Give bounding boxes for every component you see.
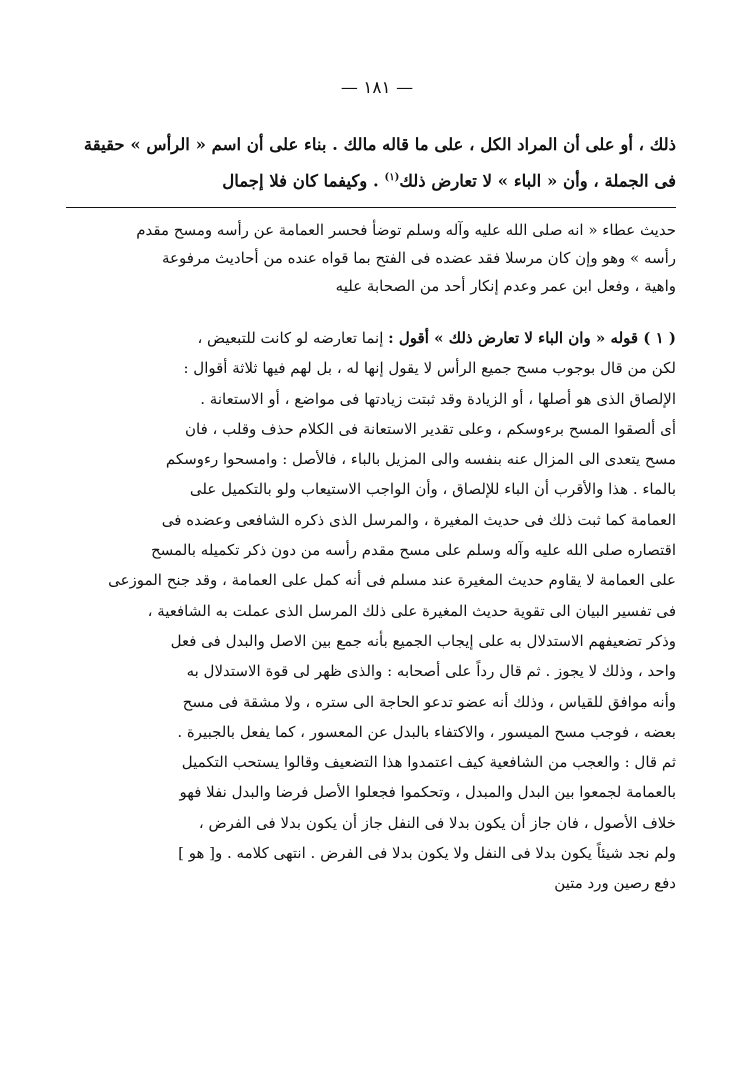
footnote-line: العمامة كما ثبت ذلك فى حديث المغيرة ، والمرسل الذى ذكره الشافعى وعضده فى bbox=[161, 510, 676, 529]
footnote-text: إنما تعارضه لو كانت للتبعيض ، bbox=[197, 329, 389, 347]
separator-rule bbox=[66, 207, 676, 208]
footnote-line: وأنه موافق للقياس ، وذلك أنه عضو تدعو الحاجة الى ستره ، ولا مشقة فى مسح bbox=[182, 692, 676, 711]
footnote-line: خلاف الأصول ، فان جاز أن يكون بدلا فى النفل جاز أن يكون بدلا فى الفرض ، bbox=[198, 813, 676, 832]
footnote-line: ولم نجد شيئاً يكون بدلا فى النفل ولا يكون بدلا فى الفرض . انتهى كلامه . و[ هو ] bbox=[178, 844, 676, 863]
footnote-line: واحد ، وذلك لا يجوز . ثم قال رداً على أصحابه : والذى ظهر لى قوة الاستدلال به bbox=[186, 662, 676, 681]
footnote-line bbox=[66, 323, 676, 353]
footnote-reference: (١) bbox=[384, 172, 400, 183]
footnote-line: ثم قال : والعجب من الشافعية كيف اعتمدوا هذا التضعيف وقالوا يستحب التكميل bbox=[181, 753, 676, 772]
footnote-block bbox=[66, 323, 676, 899]
gloss-line: رأسه » وهو وإن كان مرسلا فقد عضده فى الفتح بما قواه عنده من أحاديث مرفوعة bbox=[162, 249, 676, 268]
main-text-line: ذلك ، أو على أن المراد الكل ، على ما قاله مالك . بناء على أن اسم « الرأس » حقيقة bbox=[83, 135, 676, 154]
footnote-line: اقتصاره صلى الله عليه وآله وسلم على مسح مقدم رأسه من دون ذكر تكميله بالمسح bbox=[150, 541, 676, 560]
main-text bbox=[66, 128, 676, 198]
main-text-line bbox=[66, 161, 676, 198]
footnote-line: لكن من قال بوجوب مسح جميع الرأس لا يقول إنها له ، بل لهم فيها ثلاثة أقوال : bbox=[183, 359, 676, 378]
footnote-line: أى ألصقوا المسح برءوسكم ، وعلى تقدير الاستعانة فى الكلام حذف وقلب ، فان bbox=[185, 419, 676, 438]
footnote-line: دفع رصين ورد متين bbox=[554, 874, 676, 893]
gloss-line: حديث عطاء « انه صلى الله عليه وآله وسلم توضأ فحسر العمامة عن رأسه ومسح مقدم bbox=[136, 221, 676, 239]
footnote-line: مسح يتعدى الى المزال عنه بنفسه والى المزيل بالباء ، فالأصل : وامسحوا رءوسكم bbox=[165, 450, 676, 469]
gloss-block bbox=[66, 216, 676, 301]
main-text-segment: فى الجملة ، وأن « الباء » لا تعارض ذلك bbox=[399, 171, 676, 191]
footnote-line: بالعمامة لجمعوا بين البدل والمبدل ، وتحكموا فجعلوا الأصل فرضا والبدل نفلا فهو bbox=[179, 783, 676, 802]
gloss-line: واهية ، وفعل ابن عمر وعدم إنكار أحد من الصحابة عليه bbox=[335, 277, 676, 296]
footnote-line: بعضه ، فوجب مسح الميسور ، والاكتفاء بالبدل عن المعسور ، كما يفعل بالجبيرة . bbox=[177, 722, 676, 741]
footnote-line: على العمامة لا يقاوم حديث المغيرة عند مسلم فى أنه كمل على العمامة ، وقد جنح الموزعى bbox=[108, 571, 676, 590]
footnote-line: الإلصاق الذى هو أصلها ، أو الزيادة وقد ثبتت زيادتها فى مواضع ، أو الاستعانة . bbox=[200, 389, 676, 408]
page-number: — ١٨١ — bbox=[340, 78, 414, 98]
footnote-line: بالماء . هذا والأقرب أن الباء للإلصاق ، وأن الواجب الاستيعاب ولو بالتكميل على bbox=[189, 480, 676, 499]
footnote-line: وذكر تضعيفهم الاستدلال به على إيجاب الجميع بأنه جمع بين الاصل والبدل فى فعل bbox=[170, 631, 676, 650]
footnote-line: فى تفسير البيان الى تقوية حديث المغيرة على ذلك المرسل الذى عملت به الشافعية ، bbox=[147, 601, 676, 620]
footnote-marker: ( ١ ) قوله « وان الباء لا تعارض ذلك » أقول : bbox=[388, 329, 676, 347]
main-text-segment: . وكيفما كان فلا إجمال bbox=[222, 171, 385, 191]
